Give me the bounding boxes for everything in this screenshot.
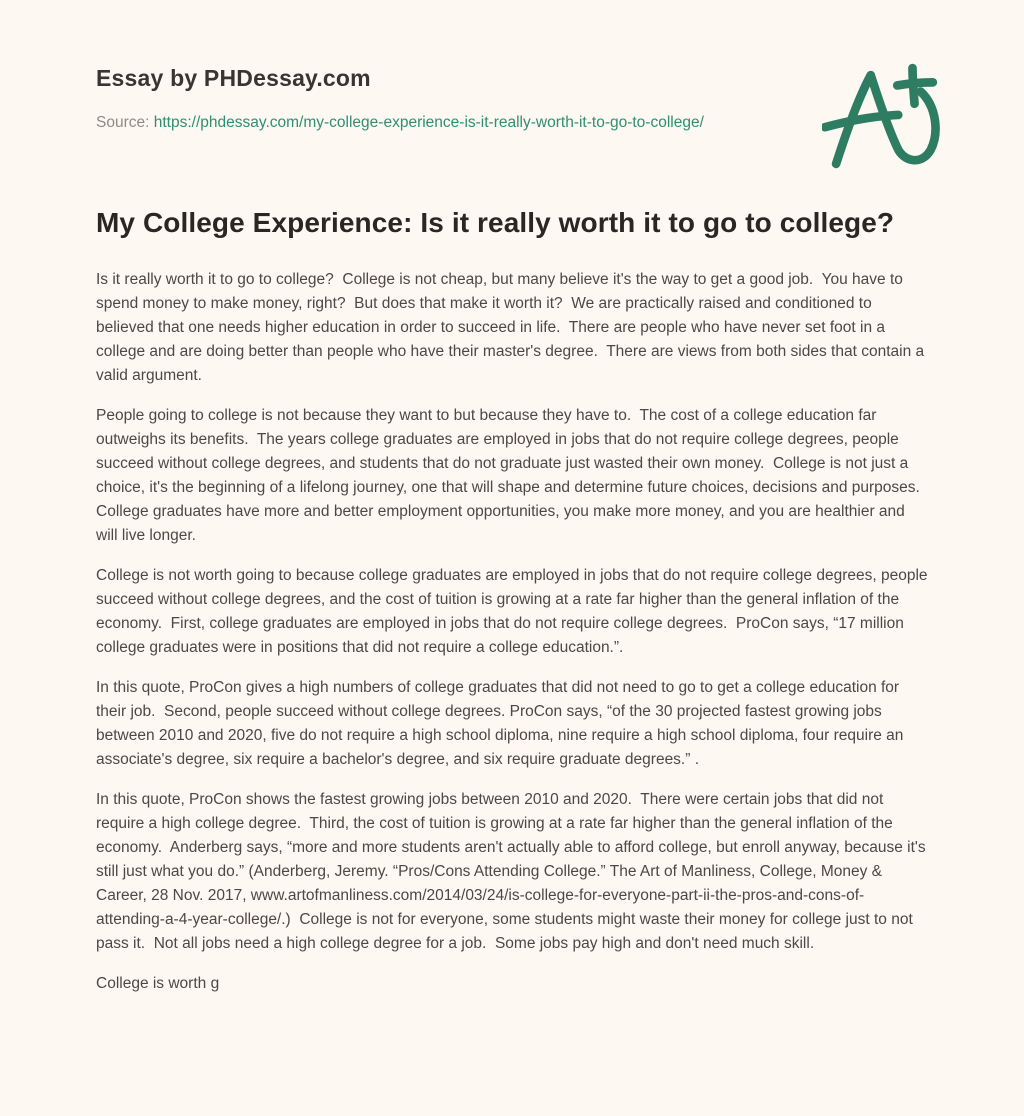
- header: [96, 64, 928, 135]
- a-plus-logo-icon: [822, 62, 948, 172]
- essay-paragraph-2: People going to college is not because they want to but because they have to. The cost of a college education far outweighs its benefits. The years college graduates are employed in jobs that do not require college degrees, people succeed without college degrees, and students that do not graduate just wasted their own money. College is not just a choice, it's the beginning of a lifelong journey, one that will shape and determine future choices, decisions and purposes. College graduates have more and better employment opportunities, you make more money, and you are healthier and will live longer.: [96, 407, 929, 544]
- essay-paragraph-6-truncated: College is worth g: [96, 975, 220, 992]
- essay-paragraph-5: In this quote, ProCon shows the fastest growing jobs between 2010 and 2020. There were certain jobs that did not require a high college degree. Third, the cost of tuition is growing at a rate far higher than the general inflation of the economy. Anderberg says, “more and more students aren't actually able to afford college, but enroll anyway, because it's still just what you do.” (Anderberg, Jeremy. “Pros/Cons Attending College.” The Art of Manliness, College, Money & Career, 28 Nov. 2017, www.artofmanliness.com/2014/03/24/is-college-for-everyone-part-ii-the-pros-and-cons-of-attending-a-4-year-college/.) College is not for everyone, some students might waste their money for college just to not pass it. Not all jobs need a high college degree for a job. Some jobs pay high and don't need much skill.: [96, 791, 930, 952]
- source-line: [96, 111, 746, 135]
- site-byline: Essay by PHDessay.com: [96, 65, 371, 91]
- essay-paragraph-4: In this quote, ProCon gives a high numbers of college graduates that did not need to go to get a college education for their job. Second, people succeed without college degrees. ProCon says, “of the 30 projected fastest growing jobs between 2010 and 2020, five do not require a high school diploma, nine require a high school diploma, four require an associate's degree, six require a bachelor's degree, and six require graduate degrees.” .: [96, 679, 908, 768]
- header-text: [96, 64, 746, 135]
- essay-paragraph-1: Is it really worth it to go to college? College is not cheap, but many believe it's the way to get a good job. You have to spend money to make money, right? But does that make it worth it? We are practically raised and conditioned to believed that one needs higher education in order to succeed in life. There are people who have never set foot in a college and are doing better than people who have their master's degree. There are views from both sides that contain a valid argument.: [96, 271, 929, 384]
- source-label: Source:: [96, 114, 150, 131]
- source-link[interactable]: https://phdessay.com/my-college-experience-is-it-really-worth-it-to-go-to-college/: [153, 114, 704, 131]
- page-title: My College Experience: Is it really worth it to go to college?: [96, 207, 895, 238]
- phdessay-logo: [822, 62, 948, 172]
- essay-paragraph-3: College is not worth going to because college graduates are employed in jobs that do not require college degrees, people succeed without college degrees, and the cost of tuition is growing at a rate far higher than the general inflation of the economy. First, college graduates are employed in jobs that do not require college degrees. ProCon says, “17 million college graduates were in positions that did not require a college education.”.: [96, 567, 932, 656]
- essay-body: [96, 268, 932, 996]
